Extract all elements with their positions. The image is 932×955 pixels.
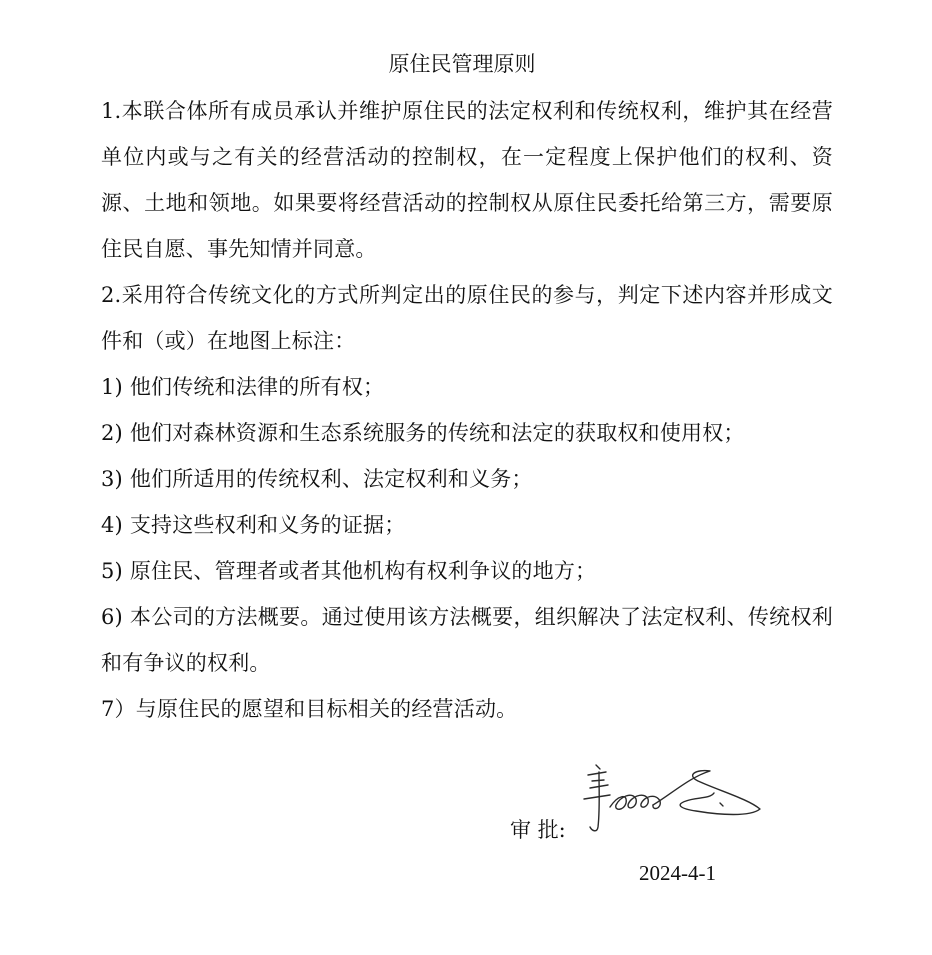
handwritten-signature xyxy=(570,755,770,845)
list-item-2: 2) 他们对森林资源和生态系统服务的传统和法定的获取权和使用权； xyxy=(101,421,745,445)
document-body xyxy=(101,88,833,732)
list-item-6: 6) 本公司的方法概要。通过使用该方法概要，组织解决了法定权利、传统权利和有争议的权利。 xyxy=(101,605,833,675)
approval-label: 审 批: xyxy=(510,818,566,842)
list-item-1: 1) 他们传统和法律的所有权； xyxy=(101,375,385,399)
list-item-5: 5) 原住民、管理者或者其他机构有权利争议的地方； xyxy=(101,559,597,583)
list-item-7: 7）与原住民的愿望和目标相关的经营活动。 xyxy=(101,697,518,721)
list-item-4: 4) 支持这些权利和义务的证据； xyxy=(101,513,406,537)
document-title: 原住民管理原则 xyxy=(388,52,536,76)
document-date: 2024-4-1 xyxy=(639,861,716,885)
list-item-3: 3) 他们所适用的传统权利、法定权利和义务； xyxy=(101,467,533,491)
paragraph-2: 2.采用符合传统文化的方式所判定出的原住民的参与，判定下述内容并形成文件和（或）在地图上标注： xyxy=(101,283,833,353)
paragraph-1: 1.本联合体所有成员承认并维护原住民的法定权利和传统权利，维护其在经营单位内或与之有关的经营活动的控制权，在一定程度上保护他们的权利、资源、土地和领地。如果要将经营活动的控制权从原住民委托给第三方，需要原住民自愿、事先知情并同意。 xyxy=(101,99,833,261)
